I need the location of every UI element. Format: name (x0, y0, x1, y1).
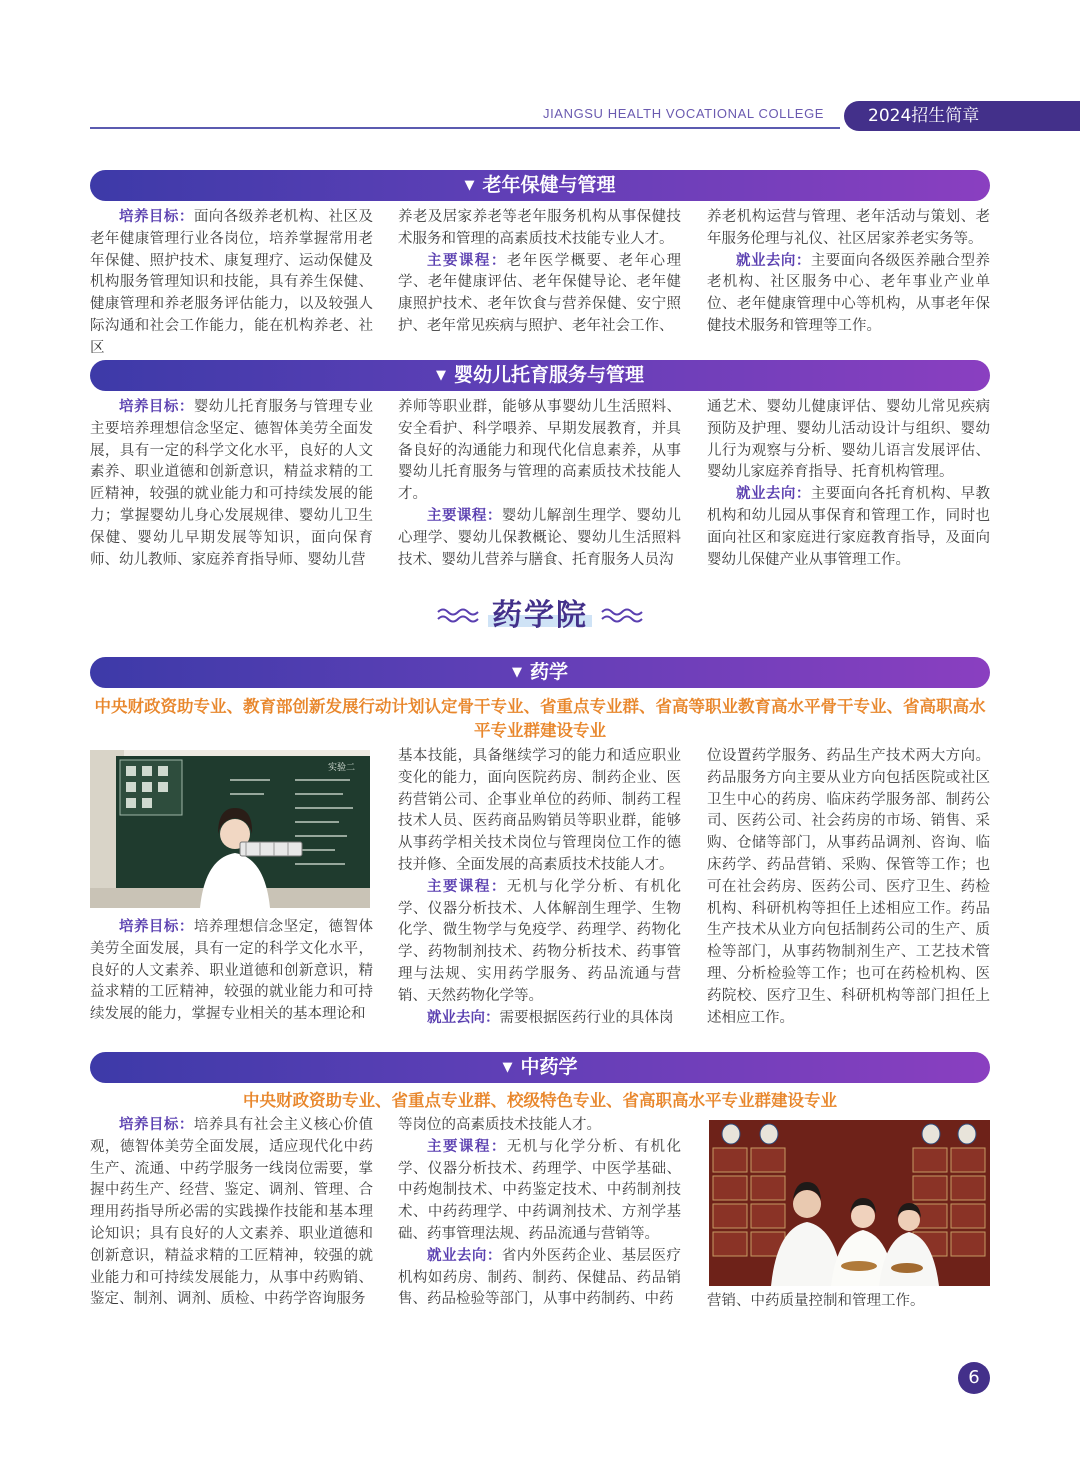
paragraph: 养师等职业群，能够从事婴幼儿生活照料、安全看护、科学喂养、早期发展教育，并具备良好的沟通能力和现代化信息素养，从事婴幼儿托育服务与管理的高素质技术技能人才。 (398, 399, 681, 503)
s4-column-2 (398, 1115, 681, 1313)
s2-column-3 (707, 397, 990, 577)
s4-column-1 (90, 1115, 373, 1313)
tcm-honors: 中央财政资助专业、省重点专业群、校级特色专业、省高职高水平专业群建设专业 (243, 1091, 837, 1110)
college-title-text: 药学院 (492, 598, 588, 633)
header-rule (90, 127, 840, 129)
label-career: 就业去向： (427, 1009, 500, 1026)
paragraph: 需要根据医药行业的具体岗 (499, 1009, 674, 1026)
paragraph: 培养理想信念坚定，德智体美劳全面发展，具有一定的科学文化水平，良好的人文素养、职业道德和创新意识，精益求精的工匠精神，较强的就业能力和可持续发展的能力，掌握专业相关的基本理论和 (90, 919, 373, 1023)
paragraph: 位设置药学服务、药品生产技术两大方向。药品服务方向主要从业方向包括医院或社区卫生中心的药房、临床药学服务部、制药公司、医药公司、社会药房的市场、销售、采购、仓储等部门，从事药品调剂、咨询、临床药学、药品营销、采购、保管等工作；也可在社会药房、医药公司、医疗卫生、药检机构、科研机构等担任上述相应工作。药品生产技术从业方向包括制药公司的生产、质检等部门，从事药物制剂生产、工艺技术管理、分析检验等工作；也可在药检机构、医药院校、医疗卫生、科研机构等部门担任上述相应工作。 (707, 748, 990, 1026)
triangle-down-icon: ▼ (511, 665, 522, 680)
label-courses: 主要课程： (427, 252, 507, 269)
s2-column-1 (90, 397, 373, 577)
tcm-pharmacy-photo (709, 1120, 990, 1286)
pharmacy-honors: 中央财政资助专业、教育部创新发展行动计划认定骨干专业、省重点专业群、省高等职业教育高水平骨干专业、省高职高水平专业群建设专业 (94, 697, 986, 740)
paragraph: 主要面向各级医养融合型养老机构、社区服务中心、老年事业产业单位、老年健康管理中心等机构，从事老年保健技术服务和管理等工作。 (707, 252, 990, 334)
paragraph: 等岗位的高素质技术技能人才。 (398, 1117, 601, 1133)
paragraph: 通艺术、婴幼儿健康评估、婴幼儿常见疾病预防及护理、婴幼儿活动设计与组织、婴幼儿行为观察与分析、婴幼儿语言发展评估、婴幼儿家庭养育指导、托育机构管理。 (707, 399, 990, 481)
paragraph: 基本技能，具备继续学习的能力和适应职业变化的能力，面向医院药房、制药企业、医药营销公司、企事业单位的药师、制药工程技术人员、医药商品购销员等职业群，能够从事药学相关技术岗位与管理岗位工作的德技并修、全面发展的高素质技术技能人才。 (398, 748, 681, 873)
section-bar-elderly-care (90, 170, 990, 201)
paragraph: 省内外医药企业、基层医疗机构如药房、制药、制药、保健品、药品销售、药品检验等部门，从事中药制药、中药 (398, 1247, 681, 1308)
paragraph: 无机与化学分析、有机化学、仪器分析技术、药理学、中医学基础、中药炮制技术、中药鉴定技术、中药制剂技术、中药药理学、中药调剂技术、方剂学基础、药事管理法规、药品流通与营销等。 (398, 1138, 682, 1242)
s4-column-3 (707, 1291, 990, 1313)
label-career: 就业去向： (736, 252, 811, 269)
label-career: 就业去向： (736, 486, 811, 503)
blackboard-heading: 实验二 (328, 763, 356, 773)
paragraph: 婴幼儿解剖生理学、婴幼儿心理学、婴幼儿保教概论、婴幼儿生活照料技术、婴幼儿营养与膳食、托育服务人员沟 (398, 507, 681, 568)
s3-column-2 (398, 746, 681, 1030)
brochure-title-tab: 2024招生简章 (844, 101, 1080, 131)
label-goal: 培养目标： (119, 399, 194, 415)
paragraph: 养老及居家养老等老年服务机构从事保健技术服务和管理的高素质技术技能专业人才。 (398, 209, 681, 247)
pharmacy-classroom-photo (90, 750, 370, 908)
paragraph: 养老机构运营与管理、老年活动与策划、老年服务伦理与礼仪、社区居家养老实务等。 (707, 209, 990, 247)
label-goal: 培养目标： (119, 209, 194, 225)
paragraph: 无机与化学分析、有机化学、仪器分析技术、人体解剖生理学、生物化学、微生物学与免疫学、药理学、药物化学、药物制剂技术、药物分析技术、药事管理与法规、实用药学服务、药品流通与营销、天然药物化学等。 (398, 878, 682, 1004)
label-courses: 主要课程： (427, 1138, 507, 1155)
page-number: 6 (958, 1362, 990, 1394)
college-name: JIANGSU HEALTH VOCATIONAL COLLEGE (543, 106, 825, 121)
label-goal: 培养目标： (119, 1117, 194, 1133)
college-title (440, 590, 640, 640)
triangle-down-icon: ▼ (435, 368, 446, 383)
section-bar-infant-care (90, 360, 990, 391)
s3-column-3 (707, 746, 990, 1030)
paragraph: 培养具有社会主义核心价值观，德智体美劳全面发展，适应现代化中药生产、流通、中药学服务一线岗位需要，掌握中药生产、经营、鉴定、调剂、管理、合理用药指导所必需的实践操作技能和基本理论知识；具有良好的人文素养、职业道德和创新意识，精益求精的工匠精神，较强的就业能力和可持续发展能力，从事中药购销、鉴定、制剂、调剂、质检、中药学咨询服务 (90, 1117, 373, 1308)
paragraph: 主要面向各托育机构、早教机构和幼儿园从事保育和管理工作，同时也面向社区和家庭进行家庭教育指导，及面向婴幼儿保健产业从事管理工作。 (707, 486, 990, 568)
s1-column-3 (707, 207, 990, 342)
paragraph: 老年医学概要、老年心理学、老年健康评估、老年保健导论、老年健康照护技术、老年饮食与营养保健、安宁照护、老年常见疾病与照护、老年社会工作、 (398, 252, 682, 334)
triangle-down-icon: ▼ (464, 178, 475, 193)
paragraph: 面向各级养老机构、社区及老年健康管理行业各岗位，培养掌握常用老年保健、照护技术、康复理疗、运动保健及机构服务管理知识和技能，具有养生保健、健康管理和养老服务评估能力，以及较强人际沟通和社会工作能力，能在机构养老、社区 (90, 209, 373, 356)
label-courses: 主要课程： (427, 878, 507, 895)
s2-column-2 (398, 397, 681, 577)
label-goal: 培养目标： (119, 919, 194, 935)
section-bar-pharmacy (90, 657, 990, 688)
section-title: 婴幼儿托育服务与管理 (453, 364, 644, 386)
section-title: 中药学 (520, 1056, 578, 1078)
section-bar-tcm-pharmacy (90, 1052, 990, 1083)
label-career: 就业去向： (427, 1247, 502, 1264)
triangle-down-icon: ▼ (502, 1060, 513, 1075)
paragraph: 婴幼儿托育服务与管理专业主要培养理想信念坚定、德智体美劳全面发展，具有一定的科学文化水平，良好的人文素养、职业道德和创新意识，精益求精的工匠精神，较强的就业能力和可持续发展的能力；掌握婴幼儿身心发展规律、婴幼儿卫生保健、婴幼儿早期发展等知识，面向保育师、幼儿教师、家庭养育指导师、婴幼儿营 (90, 399, 373, 568)
s1-column-2 (398, 207, 681, 342)
paragraph: 营销、中药质量控制和管理工作。 (707, 1293, 925, 1309)
s3-column-1 (90, 917, 373, 1029)
section-title: 药学 (529, 661, 568, 683)
label-courses: 主要课程： (427, 507, 502, 524)
section-title: 老年保健与管理 (482, 174, 616, 196)
s1-column-1 (90, 207, 373, 356)
